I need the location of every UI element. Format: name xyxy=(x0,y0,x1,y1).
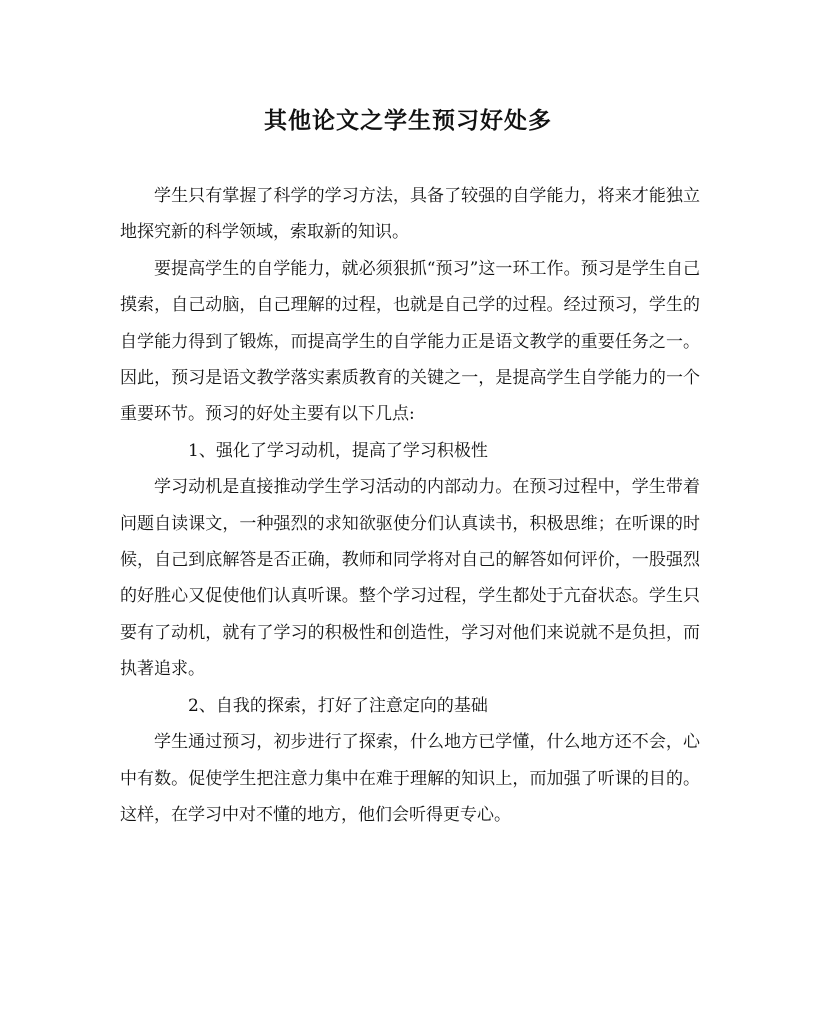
body-paragraph: 要提高学生的自学能力，就必须狠抓“预习”这一环工作。预习是学生自己摸索，自己动脑，自己理解的过程，也就是自己学的过程。经过预习，学生的自学能力得到了锻炼，而提高学生的自学能力正是语文教学的重要任务之一。因此，预习是语文教学落实素质教育的关键之一，是提高学生自学能力的一个重要环节。预习的好处主要有以下几点: xyxy=(120,258,700,425)
body-paragraph: 学生只有掌握了科学的学习方法，具备了较强的自学能力，将来才能独立地探究新的科学领域，索取新的知识。 xyxy=(120,186,700,243)
document-title: 其他论文之学生预习好处多 xyxy=(264,107,552,134)
document-body xyxy=(120,178,700,833)
body-paragraph: 学生通过预习，初步进行了探索，什么地方已学懂，什么地方还不会，心中有数。促使学生把注意力集中在难于理解的知识上，而加强了听课的目的。这样，在学习中对不懂的地方，他们会听得更专心。 xyxy=(120,732,700,825)
section-heading: 1、强化了学习动机，提高了学习积极性 xyxy=(188,440,488,461)
body-paragraph: 学习动机是直接推动学生学习活动的内部动力。在预习过程中，学生带着问题自读课文，一种强烈的求知欲驱使分们认真读书，积极思维；在听课的时候，自己到底解答是否正确，教师和同学将对自己的解答如何评价，一股强烈的好胜心又促使他们认真听课。整个学习过程，学生都处于亢奋状态。学生只要有了动机，就有了学习的积极性和创造性，学习对他们来说就不是负担，而执著追求。 xyxy=(120,477,700,680)
section-heading: 2、自我的探索，打好了注意定向的基础 xyxy=(188,695,488,716)
